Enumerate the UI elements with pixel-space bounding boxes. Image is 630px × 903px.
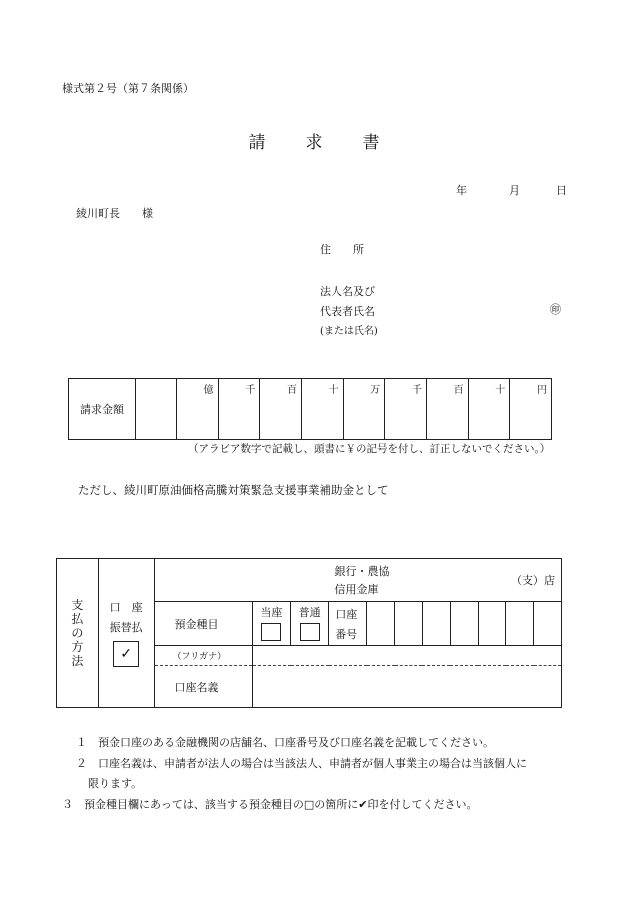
amount-digit-cell[interactable]: 万 <box>343 379 385 440</box>
alternate-name-label: (または氏名) <box>320 326 378 337</box>
amount-currency-cell[interactable] <box>136 379 177 440</box>
corporation-name-label: 法人名及び <box>320 285 375 298</box>
account-digit-cell[interactable] <box>478 602 506 646</box>
form-number: 様式第２号（第７条関係） <box>62 82 194 95</box>
account-digit-cell[interactable] <box>367 602 395 646</box>
amount-digit-cell[interactable]: 千 <box>385 379 427 440</box>
savings-cell <box>291 602 329 646</box>
note-3: ３ 預金種目欄にあっては、該当する預金種目の□の箇所に✔印を付してください。 <box>62 798 478 811</box>
addressee: 綾川町長 様 <box>76 207 153 220</box>
account-digit-cell[interactable] <box>506 602 534 646</box>
note-1: １ 預金口座のある金融機関の店舗名、口座番号及び口座名義を記載してください。 <box>76 736 494 749</box>
account-name-input[interactable] <box>252 666 561 708</box>
amount-digit-cell[interactable]: 円 <box>510 379 552 440</box>
checking-cell <box>252 602 290 646</box>
note-2-continued: 限ります。 <box>88 777 143 790</box>
purpose-text: ただし、綾川町原油価格高騰対策緊急支援事業補助金として <box>78 483 389 497</box>
amount-digit-cell[interactable]: 千 <box>218 379 260 440</box>
note-2: ２ 口座名義は、申請者が法人の場合は当該法人、申請者が個人事業主の場合は当該個人に <box>76 757 527 770</box>
savings-checkbox[interactable] <box>300 623 320 641</box>
amount-digit-cell[interactable]: 百 <box>426 379 468 440</box>
payment-method-label-cell <box>57 559 99 708</box>
transfer-label-1: 口 座 <box>109 601 143 614</box>
account-digit-cell[interactable] <box>534 602 562 646</box>
document-title: 請 求 書 <box>248 133 382 153</box>
date-month-label: 月 <box>509 184 520 197</box>
amount-digit-cell[interactable]: 十 <box>468 379 510 440</box>
amount-digit-cell[interactable]: 億 <box>177 379 219 440</box>
bank-name-cell[interactable] <box>154 559 561 602</box>
account-digit-cell[interactable] <box>450 602 478 646</box>
account-number-label-1: 口座 <box>335 608 358 621</box>
amount-label: 請求金額 <box>69 379 136 440</box>
account-digit-cell[interactable] <box>422 602 450 646</box>
account-number-label-cell <box>329 602 367 646</box>
amount-digit-cell[interactable]: 百 <box>260 379 302 440</box>
date-year-label: 年 <box>456 184 467 197</box>
bank-type-label: 銀行・農協 <box>334 565 390 578</box>
account-number-label-2: 番号 <box>335 628 358 641</box>
savings-label: 普通 <box>298 606 321 619</box>
transfer-checkbox[interactable]: ✓ <box>113 641 139 667</box>
amount-digit-cell[interactable]: 十 <box>301 379 343 440</box>
representative-name-label: 代表者氏名 <box>320 305 375 318</box>
payment-method-label: 支払の方法 <box>71 598 84 668</box>
amount-table <box>68 378 552 440</box>
checking-checkbox[interactable] <box>261 623 281 641</box>
payment-method-table <box>56 558 562 708</box>
credit-union-label: 信用金庫 <box>334 583 379 596</box>
deposit-type-label: 預金種目 <box>154 602 252 646</box>
seal-mark: ㊞ <box>550 303 561 316</box>
account-name-label: 口座名義 <box>154 666 252 708</box>
account-digit-cell[interactable] <box>395 602 423 646</box>
transfer-cell <box>98 559 154 708</box>
furigana-input[interactable] <box>252 646 561 666</box>
address-label: 住 所 <box>320 243 364 256</box>
transfer-label-2: 振替払 <box>109 621 143 634</box>
furigana-label: （フリガナ） <box>154 646 252 666</box>
date-day-label: 日 <box>556 184 567 197</box>
amount-note: （アラビア数字で記載し、頭書に￥の記号を付し、訂正しないでください。） <box>188 443 551 455</box>
checking-label: 当座 <box>260 606 283 619</box>
branch-label: （支）店 <box>511 574 555 587</box>
